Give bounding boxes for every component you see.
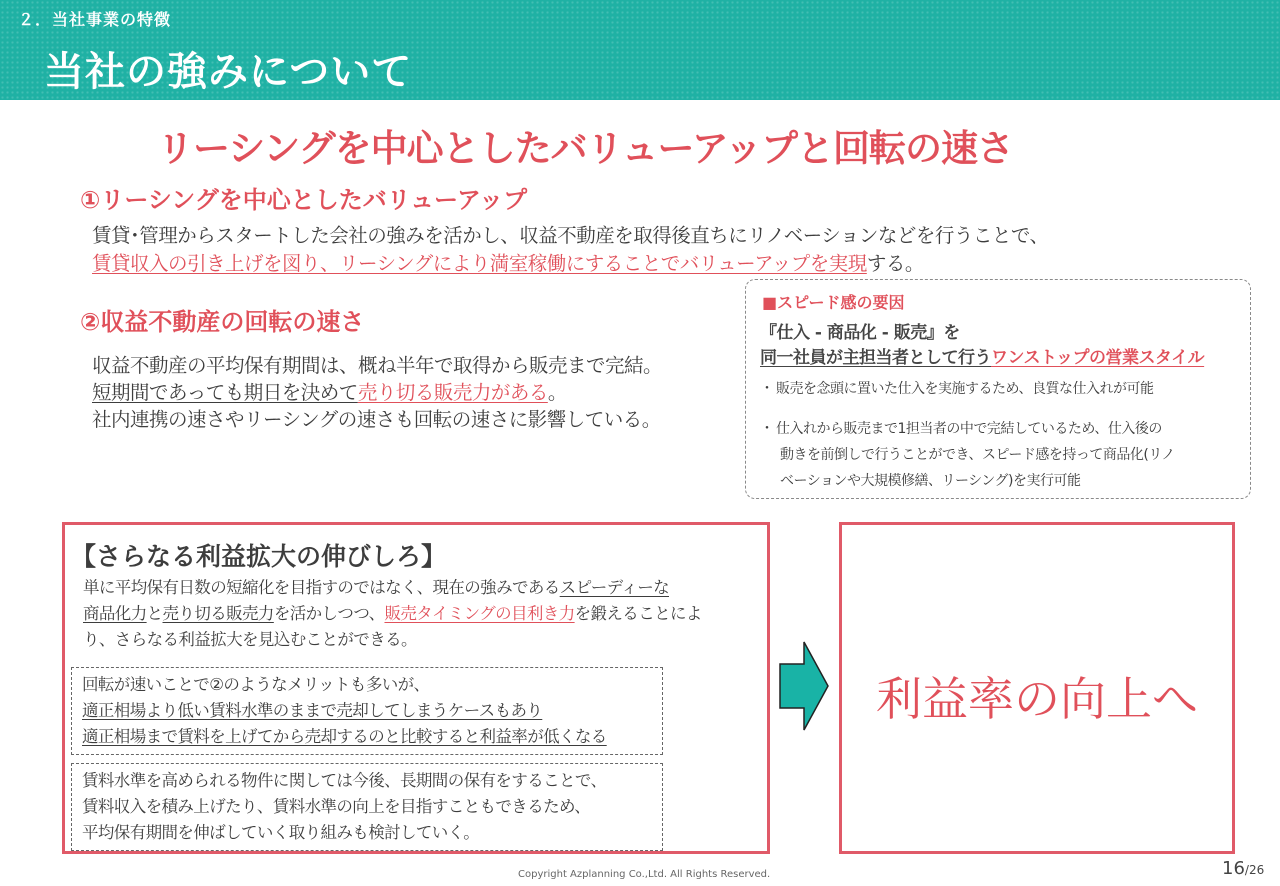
growth-note-2: 賃料水準を高められる物件に関しては今後、長期間の保有をすることで、 賃料収入を積み上げたり、賃料水準の向上を目指すこともできるため、 平均保有期間を伸ばしていく取り組みも検討していく。 [71,763,663,851]
growth-box-text: 単に平均保有日数の短縮化を目指すのではなく、現在の強みであるスピーディーな 商品化力と売り切る販売力を活かしつつ、販売タイミングの目利き力を鍛えることによ り、さらなる利益拡大を見込むことができる。 [83,578,702,649]
section2-line3: 社内連携の速さやリーシングの速さも回転の速さに影響している。 [92,408,661,431]
section-label: ２．当社事業の特徴 [18,10,172,29]
speed-bullet-2: ・ 仕入れから販売まで1担当者の中で完結しているため、仕入後の 動きを前倒しで行うことができ、スピード感を持って商品化(リノ ベーションや大規模修繕、リーシング)を実行可能 [760,416,1240,494]
section2-highlight: 売り切る販売力がある [357,381,548,404]
section2-text [92,352,742,433]
section1-heading: ①リーシングを中心としたバリューアップ [80,186,528,214]
speed-box-highlight: ワンストップの営業スタイル [991,348,1205,368]
bullet-mark: ・ [760,421,774,437]
main-heading: リーシングを中心としたバリューアップと回転の速さ [156,127,1014,170]
header-banner [0,0,1280,100]
speed-box-title: ■スピード感の要因 [762,293,905,312]
section1-highlight: 賃貸収入の引き上げを図り、リーシングにより満室稼働にすることでバリューアップを実現 [92,252,867,275]
section2-line1: 収益不動産の平均保有期間は、概ね半年で取得から販売まで完結。 [92,354,663,377]
section1-tail: する。 [866,252,924,275]
section1-text [92,222,1092,278]
section1-line2 [92,250,1092,278]
speed-box-plain: 同一社員が主担当者として行う [760,348,991,368]
speed-box-line1: 『仕入 - 商品化 - 販売』を [760,323,960,343]
page-title: 当社の強みについて [44,49,413,95]
result-text: 利益率の向上へ [876,672,1198,726]
speed-bullet-1: ・ 販売を念頭に置いた仕入を実施するため、良質な仕入れが可能 [760,376,1240,402]
section2-plain: 短期間であっても期日を決めて [92,381,358,404]
growth-potential-box [62,522,770,854]
section2-line2 [92,379,742,406]
right-arrow-icon [778,640,830,732]
growth-box-title: 【さらなる利益拡大の伸びしろ】 [71,542,447,571]
growth-note-1: 回転が速いことで②のようなメリットも多いが、 適正相場より低い賃料水準のままで売却してしまうケースもあり 適正相場まで賃料を上げてから売却するのと比較すると利益率が低くなる [71,667,663,755]
speed-factors-box [745,279,1251,499]
section2-heading: ②収益不動産の回転の速さ [80,308,365,336]
result-box [839,522,1235,854]
section2-tail: 。 [547,381,567,404]
speed-box-line2 [760,343,1204,368]
page-number: 16/26 [1222,858,1265,879]
copyright: Copyright Azplanning Co.,Ltd. All Rights Reserved. [518,869,771,880]
bullet-mark: ・ [760,381,774,397]
section1-line1: 賃貸･管理からスタートした会社の強みを活かし、収益不動産を取得後直ちにリノベーションなどを行うことで、 [92,224,1049,247]
